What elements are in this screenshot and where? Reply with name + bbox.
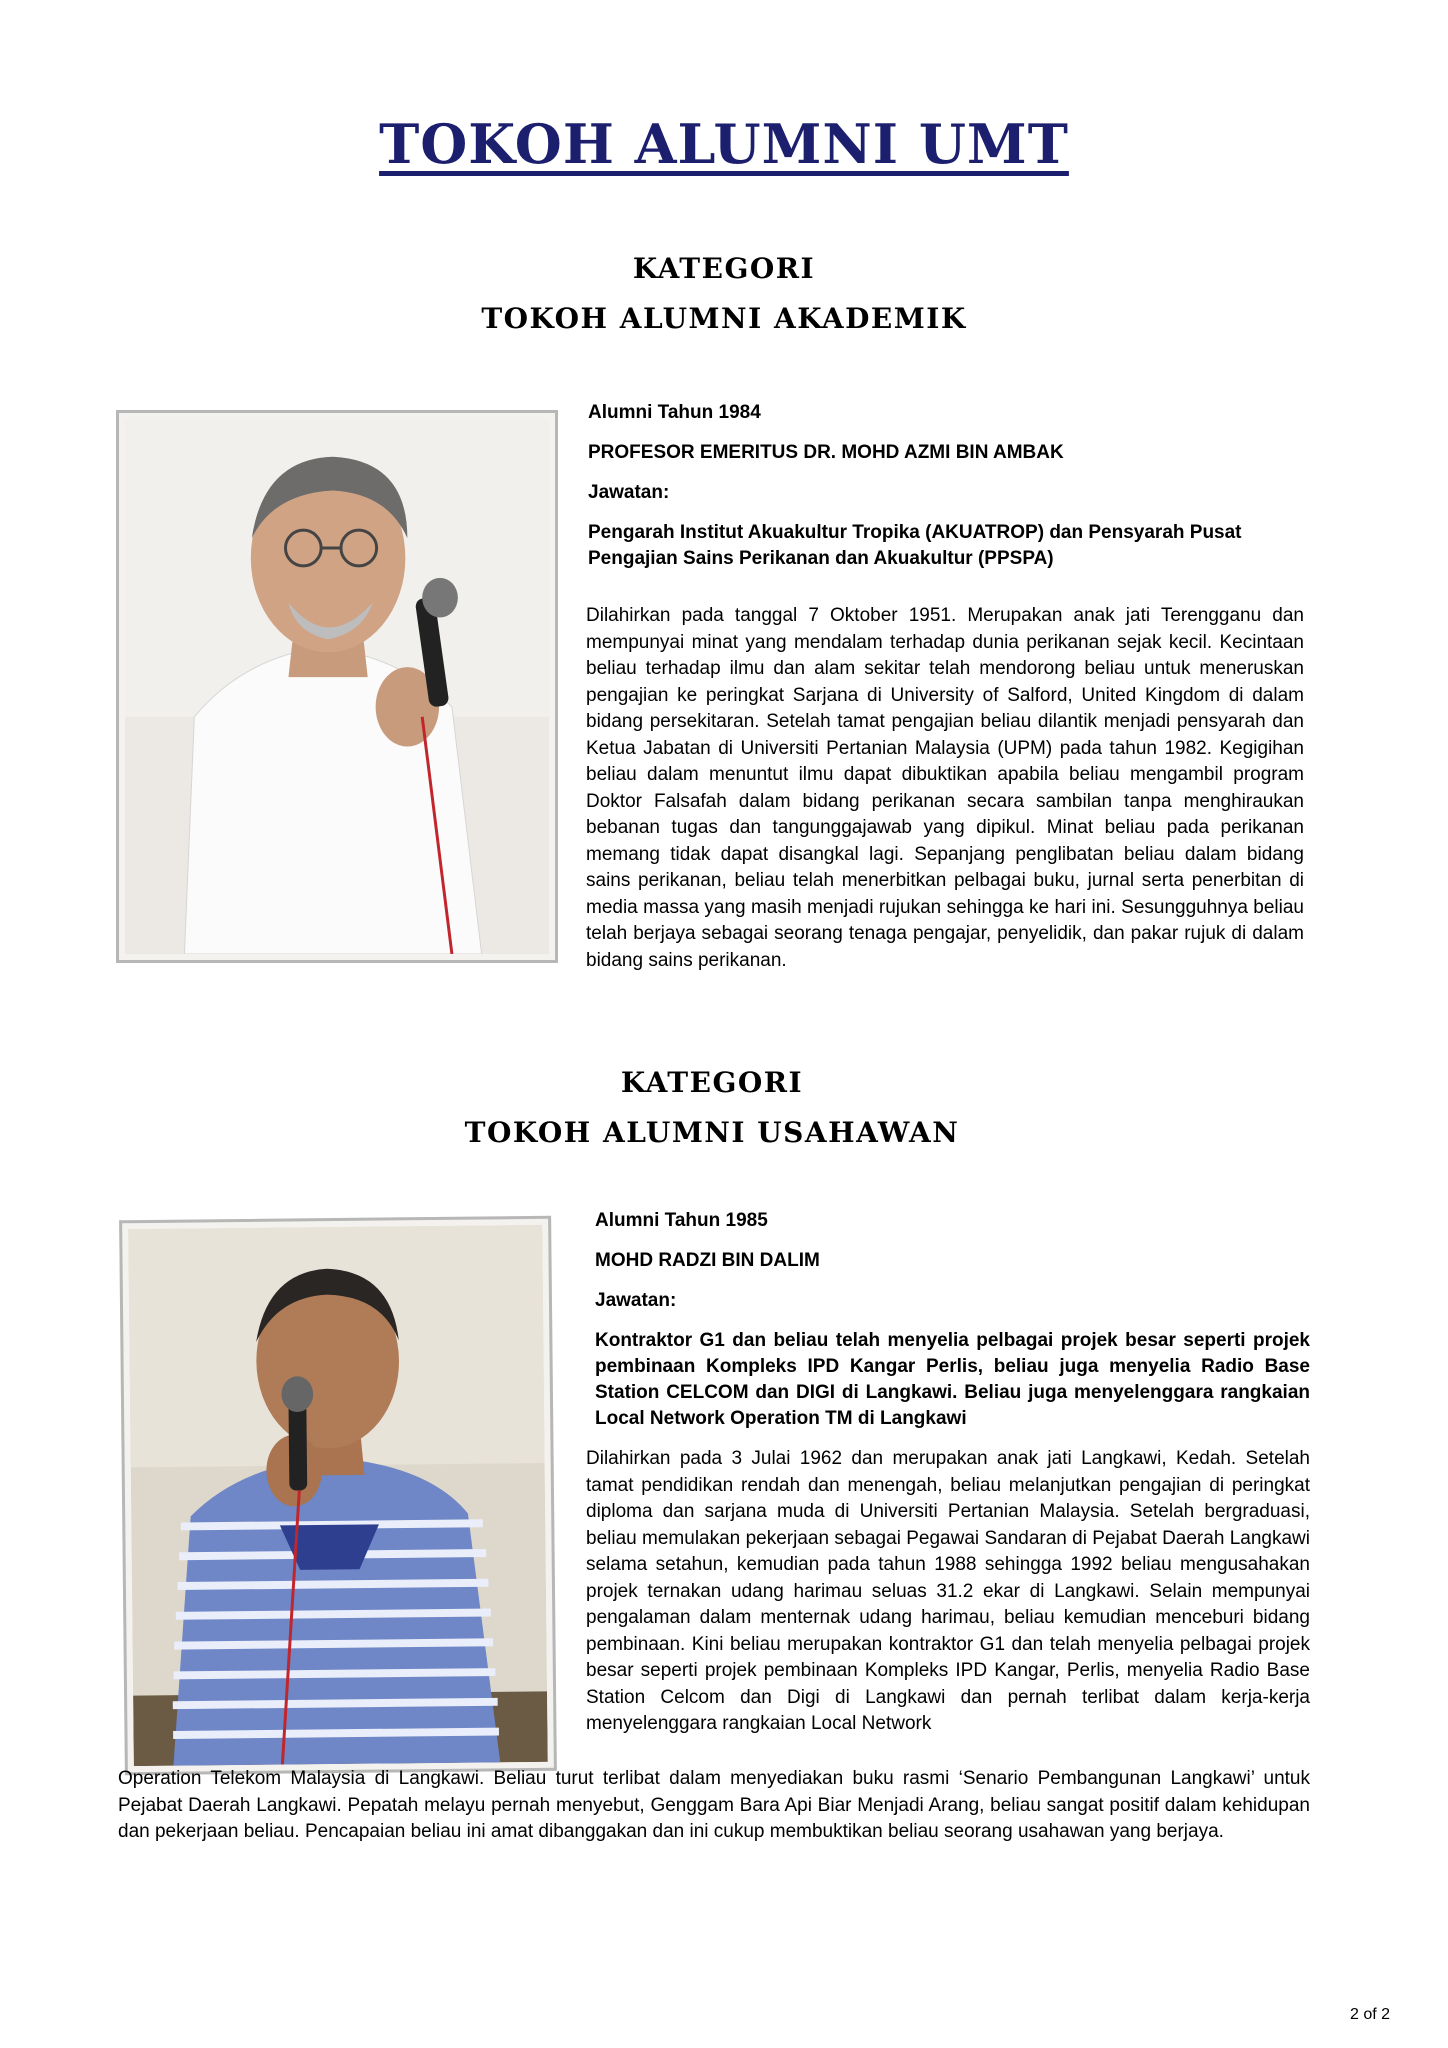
alumni-name: MOHD RADZI BIN DALIM bbox=[595, 1250, 820, 1271]
category-name-akademik: TOKOH ALUMNI AKADEMIK bbox=[481, 302, 967, 335]
portrait-image bbox=[128, 1225, 548, 1766]
bio-text-azmi: Dilahirkan pada tanggal 7 Oktober 1951. Merupakan anak jati Terengganu dan mempunyai minat yang mendalam terhadap dunia perikanan sejak kecil. Kecintaan beliau terhadap ilmu dan alam sekitar telah mendorong beliau untuk meneruskan pengajian ke peringkat Sarjana di University of Salford, United Kingdom di dalam bidang persekitaran. Setelah tamat pengajian beliau dilantik menjadi pensyarah dan Ketua Jabatan di Universiti Pertanian Malaysia (UPM) pada tahun 1982. Kegigihan beliau dalam menuntut ilmu dapat dibuktikan apabila beliau mengambil program Doktor Falsafah dalam bidang perikanan secara sambilan tanpa menghiraukan bebanan tugas dan tangunggajawab yang dipikul. Minat beliau pada perikanan memang tidak dapat disangkal lagi. Sepanjang penglibatan beliau dalam bidang sains perikanan, beliau telah menerbitkan pelbagai buku, jurnal serta penerbitan di media massa yang masih menjadi rujukan sehingga ke hari ini. Sesungguhnya beliau telah berjaya sebagai seorang tenaga pengajar, penyelidik, dan pakar rujuk di dalam bidang sains perikanan. bbox=[586, 605, 1304, 971]
position-label: Jawatan: bbox=[588, 482, 670, 503]
portrait-photo-radzi bbox=[119, 1216, 557, 1775]
category-label-usahawan: KATEGORI bbox=[620, 1066, 804, 1099]
alumni-year: Alumni Tahun 1984 bbox=[588, 402, 761, 423]
category-label-akademik: KATEGORI bbox=[632, 252, 816, 285]
portrait-image bbox=[125, 419, 549, 954]
profile-meta-radzi bbox=[595, 1208, 1310, 1432]
alumni-name: PROFESOR EMERITUS DR. MOHD AZMI BIN AMBAK bbox=[588, 442, 1064, 463]
page-title: TOKOH ALUMNI UMT bbox=[379, 112, 1069, 176]
position-label: Jawatan: bbox=[595, 1290, 677, 1311]
alumni-year: Alumni Tahun 1985 bbox=[595, 1210, 768, 1231]
portrait-photo-azmi bbox=[116, 410, 558, 963]
position-text: Pengarah Institut Akuakultur Tropika (AKUATROP) dan Pensyarah Pusat Pengajian Sains Perikanan dan Akuakultur (PPSPA) bbox=[588, 522, 1242, 569]
profile-meta-azmi bbox=[588, 400, 1308, 572]
bio-text-radzi-part2: Operation Telekom Malaysia di Langkawi. Beliau turut terlibat dalam menyediakan buku rasmi ‘Senario Pembangunan Langkawi’ untuk Pejabat Daerah Langkawi. Pepatah melayu pernah menyebut, Genggam Bara Api Biar Menjadi Arang, beliau sangat positif dalam kehidupan dan pekerjaan beliau. Pencapaian beliau ini amat dibanggakan dan ini cukup membuktikan beliau seorang usahawan yang berjaya. bbox=[118, 1768, 1310, 1842]
position-text: Kontraktor G1 dan beliau telah menyelia pelbagai projek besar seperti projek pembinaan Kompleks IPD Kangar Perlis, beliau juga menyelia Radio Base Station CELCOM dan DIGI di Langkawi. Beliau juga menyelenggara rangkaian Local Network Operation TM di Langkawi bbox=[595, 1330, 1310, 1429]
bio-text-radzi-part1: Dilahirkan pada 3 Julai 1962 dan merupakan anak jati Langkawi, Kedah. Setelah tamat pendidikan rendah dan menengah, beliau melanjutkan pengajian di peringkat diploma dan sarjana muda di Universiti Pertanian Malaysia. Setelah bergraduasi, beliau memulakan pekerjaan sebagai Pegawai Sandaran di Pejabat Daerah Langkawi selama setahun, kemudian pada tahun 1988 sehingga 1992 beliau mengusahakan projek ternakan udang harimau seluas 31.2 ekar di Langkawi. Selain mempunyai pengalaman dalam menternak udang harimau, beliau kemudian menceburi bidang pembinaan. Kini beliau merupakan kontraktor G1 dan telah menyelia pelbagai projek besar seperti projek pembinaan Kompleks IPD Kangar, Perlis, menyelia Radio Base Station Celcom dan Digi di Langkawi dan pernah terlibat dalam kerja-kerja menyelenggara rangkaian Local Network bbox=[586, 1448, 1310, 1734]
category-name-usahawan: TOKOH ALUMNI USAHAWAN bbox=[464, 1116, 960, 1149]
page-number: 2 of 2 bbox=[1349, 2006, 1390, 2023]
